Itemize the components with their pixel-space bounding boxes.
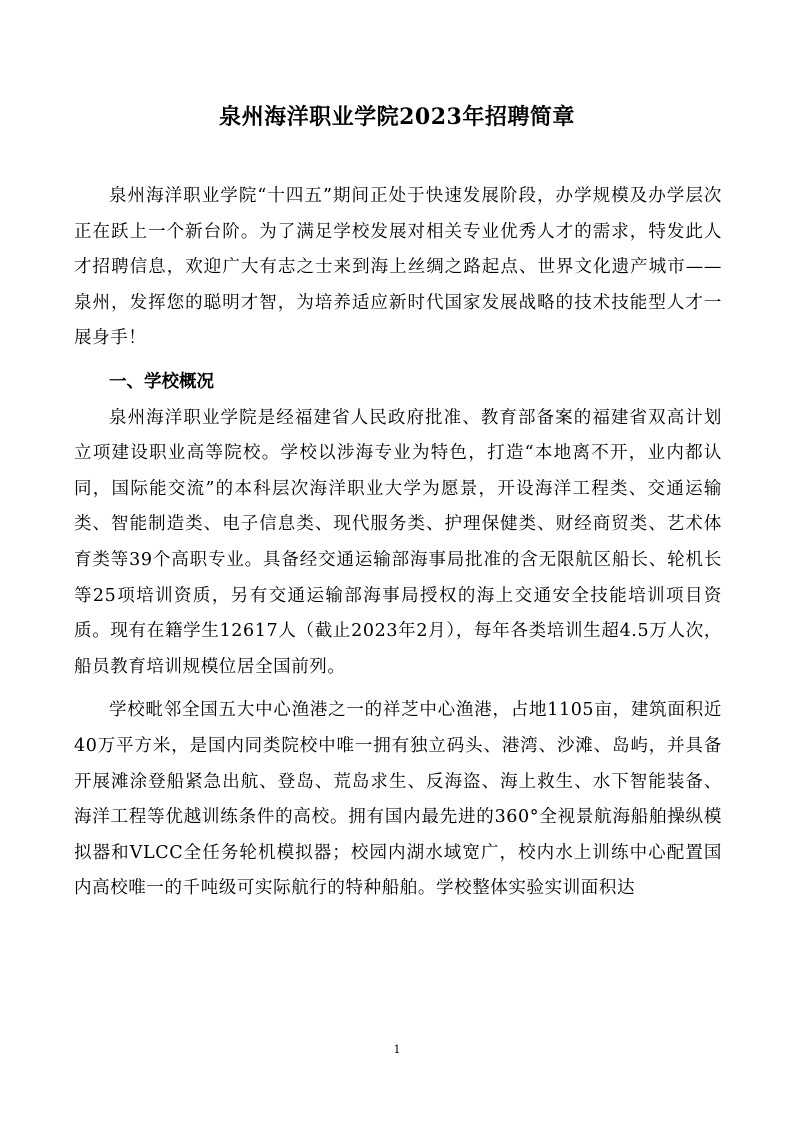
paragraph-gap [74, 357, 722, 365]
page-number: 1 [393, 1043, 401, 1056]
document-body [74, 179, 722, 907]
section-heading-school-overview: 一、学校概况 [109, 371, 214, 392]
document-title: 泉州海洋职业学院2023年招聘简章 [219, 104, 575, 130]
body-paragraph: 学校毗邻全国五大中心渔港之一的祥芝中心渔港，占地1105亩，建筑面积近40万平方米，是国内同类院校中唯一拥有独立码头、港湾、沙滩、岛屿，并具备开展滩涂登船紧急出航、登岛、荒岛求生、反海盗、海上救生、水下智能装备、海洋工程等优越训练条件的高校。拥有国内最先进的360°全视景航海船舶操纵模拟器和VLCC全任务轮机模拟器；校园内湖水域宽广，校内水上训练中心配置国内高校唯一的千吨级可实际航行的特种船舶。学校整体实验实训面积达 [74, 700, 722, 899]
intro-paragraph: 泉州海洋职业学院“十四五”期间正处于快速发展阶段，办学规模及办学层次正在跃上一个新台阶。为了满足学校发展对相关专业优秀人才的需求，特发此人才招聘信息，欢迎广大有志之士来到海上丝绸之路起点、世界文化遗产城市——泉州，发挥您的聪明才智，为培养适应新时代国家发展战略的技术技能型人才一展身手！ [74, 186, 722, 349]
body-paragraph: 泉州海洋职业学院是经福建省人民政府批准、教育部备案的福建省双高计划立项建设职业高等院校。学校以涉海专业为特色，打造“本地离不开，业内都认同，国际能交流”的本科层次海洋职业大学为愿景，开设海洋工程类、交通运输类、智能制造类、电子信息类、现代服务类、护理保健类、财经商贸类、艺术体育类等39个高职专业。具备经交通运输部海事局批准的含无限航区船长、轮机长等25项培训资质，另有交通运输部海事局授权的海上交通安全技能培训项目资质。现有在籍学生12617人（截止2023年2月），每年各类培训生超4.5万人次，船员教育培训规模位居全国前列。 [74, 407, 722, 677]
paragraph-gap [74, 685, 722, 693]
